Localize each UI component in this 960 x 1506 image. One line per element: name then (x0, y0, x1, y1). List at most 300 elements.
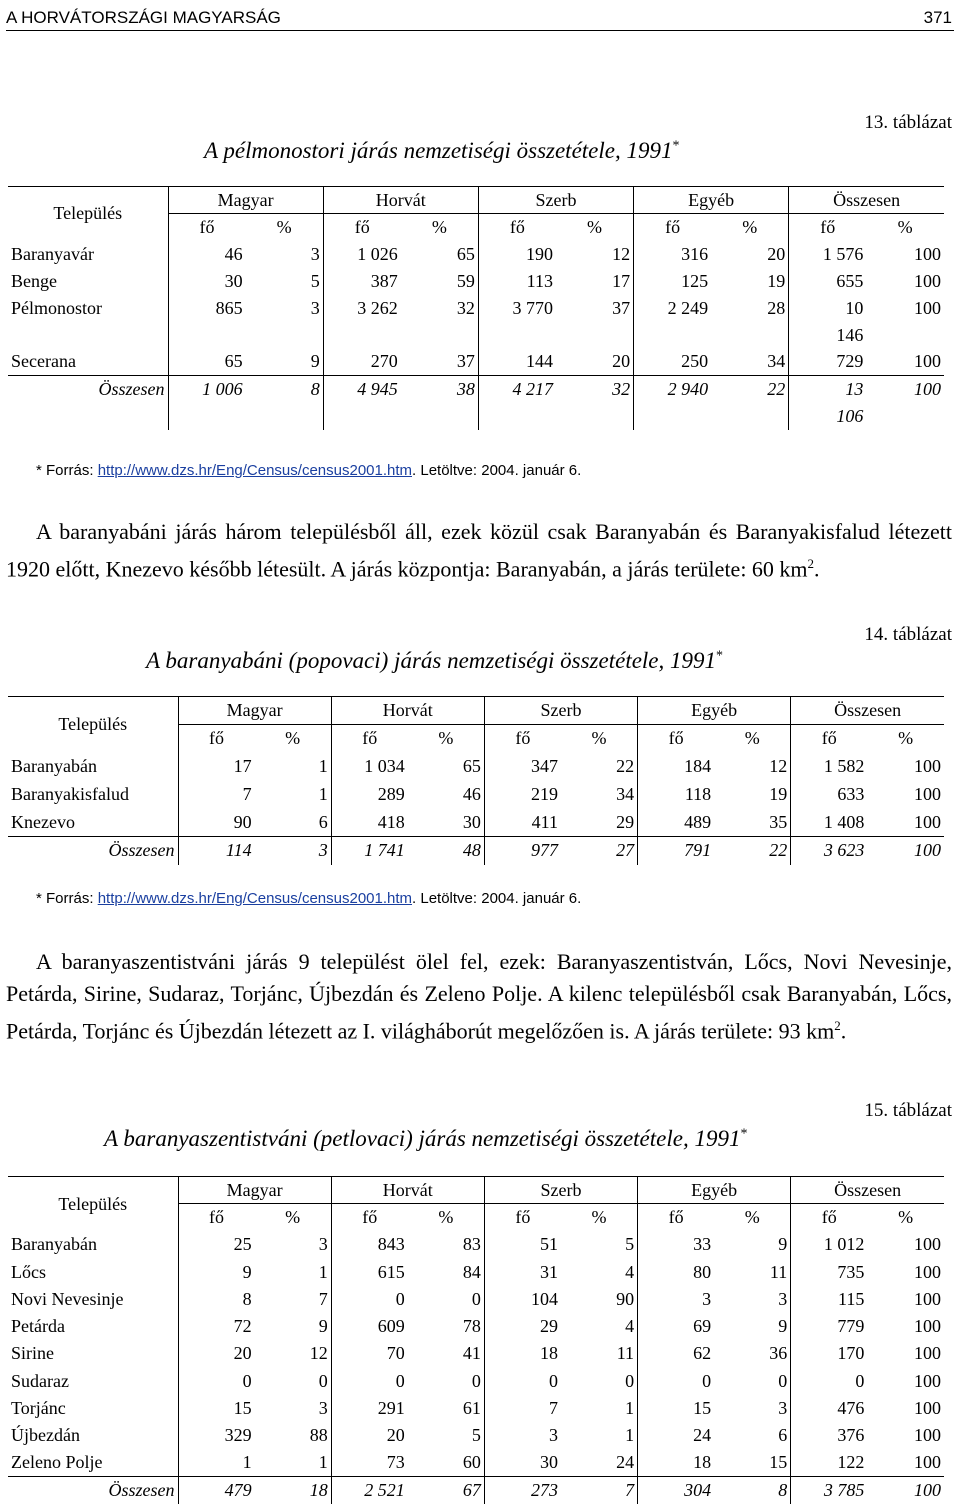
table-cell: 3 770 (512, 297, 553, 318)
table-cell: 3 (548, 1425, 558, 1446)
wrapped-total-row (8, 403, 944, 430)
table-row (8, 295, 944, 322)
total-cell: 27 (561, 837, 638, 865)
column-header-group: Szerb (484, 1177, 637, 1204)
column-header-group: Horvát (331, 1177, 484, 1204)
superscript: 2 (834, 1018, 841, 1033)
empty-cell (634, 403, 712, 430)
table-cell: 69 (693, 1316, 712, 1337)
column-header-pct: % (714, 1204, 791, 1231)
table-cell: 0 (561, 1368, 638, 1395)
total-cell: 100 (867, 837, 944, 865)
table-cell: 19 (714, 781, 791, 809)
total-cell: 18 (255, 1477, 332, 1504)
column-header-pct: % (255, 725, 332, 753)
table-cell: 5 (246, 268, 324, 295)
table-cell: 609 (377, 1316, 405, 1337)
table-cell: 184 (684, 756, 712, 776)
table-cell: 0 (395, 1288, 405, 1309)
table-cell: 24 (561, 1449, 638, 1476)
table-cell: 9 (714, 1313, 791, 1340)
table-cell: 25 (233, 1234, 252, 1255)
table-row (8, 241, 944, 268)
table-cell: 865 (215, 297, 243, 318)
table-cell: 729 (836, 351, 864, 372)
table-cell: 100 (914, 1261, 941, 1282)
settlement-name: Baranyakisfalud (8, 781, 178, 809)
table-cell: 51 (539, 1234, 558, 1255)
table-cell: 34 (711, 349, 789, 376)
table-cell: 34 (561, 781, 638, 809)
table-cell: 65 (408, 753, 485, 781)
table-row (8, 268, 944, 295)
total-row (8, 1477, 944, 1504)
table-cell: 11 (561, 1340, 638, 1367)
total-cell: 100 (867, 1477, 944, 1504)
table-cell: 100 (914, 756, 941, 776)
total-cell: 2 940 (634, 376, 712, 403)
table-cell: 1 408 (823, 811, 865, 832)
table-cell: 3 (714, 1395, 791, 1422)
settlement-name: Baranyabán (8, 753, 178, 781)
table-cell: 270 (370, 351, 398, 372)
table-cell: 37 (401, 349, 479, 376)
table-cell: 19 (711, 268, 789, 295)
table-cell: 100 (914, 811, 941, 832)
table-cell: 17 (556, 268, 634, 295)
table-cell: 84 (408, 1258, 485, 1285)
table-cell: 6 (255, 809, 332, 837)
settlement-name: Novi Nevesinje (8, 1286, 178, 1313)
wrapped-total-value: 146 (836, 324, 864, 345)
source-suffix: . Letöltve: 2004. január 6. (412, 890, 582, 907)
table-cell: 46 (224, 243, 243, 264)
column-header-group: Magyar (168, 187, 323, 214)
total-cell: 48 (408, 837, 485, 865)
table-cell: 1 026 (357, 243, 398, 264)
settlement-name: Knezevo (8, 809, 178, 837)
page-number: 371 (923, 8, 952, 27)
total-cell: 100 (866, 376, 944, 403)
total-cell: 8 (714, 1477, 791, 1504)
total-cell: 304 (638, 1477, 715, 1504)
empty-cell (168, 322, 246, 349)
table-cell: 18 (539, 1343, 558, 1364)
column-header-pct: % (401, 214, 479, 241)
table-13 (8, 186, 944, 430)
table-cell: 90 (233, 811, 252, 832)
table-row (8, 1313, 944, 1340)
empty-cell (168, 403, 246, 430)
table-cell: 100 (914, 1343, 941, 1364)
table-cell: 115 (838, 1288, 865, 1309)
total-cell: 22 (714, 837, 791, 865)
table-cell: 411 (531, 811, 558, 832)
table-row (8, 1258, 944, 1285)
settlement-name: Sudaraz (8, 1368, 178, 1395)
column-header-pct: % (714, 725, 791, 753)
table-cell: 70 (386, 1343, 405, 1364)
empty-cell (246, 322, 324, 349)
table-cell: 33 (693, 1234, 712, 1255)
table-cell: 12 (714, 753, 791, 781)
wrapped-value-row (8, 322, 944, 349)
table-cell: 62 (693, 1343, 712, 1364)
column-header-fo: fő (820, 216, 836, 237)
total-row (8, 376, 944, 403)
table-cell: 376 (837, 1425, 865, 1446)
table-row (8, 1422, 944, 1449)
table-cell: 1 012 (823, 1234, 865, 1255)
table-cell: 1 (255, 1449, 332, 1476)
table-cell: 1 (255, 1258, 332, 1285)
table-cell: 78 (408, 1313, 485, 1340)
empty-cell (401, 322, 479, 349)
table-13-title-text: A pélmonostori járás nemzetiségi összetétele, 1991 (204, 138, 673, 163)
column-header-group: Egyéb (634, 187, 789, 214)
total-label: Összesen (8, 376, 168, 403)
empty-cell (556, 403, 634, 430)
empty-cell (8, 403, 168, 430)
paragraph-baranyabani-text: A baranyabáni járás három településből áll, ezek közül csak Baranyabán és Baranyakisfalud létezett 1920 előtt, Knezevo később létesült. A járás központja: Baranyabán, a járás területe: 60 km (6, 519, 952, 582)
table-cell: 0 (714, 1368, 791, 1395)
table-cell: 3 (255, 1231, 332, 1258)
table-cell: 100 (914, 1425, 941, 1446)
table-row (8, 1395, 944, 1422)
table-cell: 7 (255, 1286, 332, 1313)
column-header-fo: fő (668, 728, 684, 749)
table-cell: 100 (914, 1398, 941, 1419)
table-cell: 1 (561, 1395, 638, 1422)
table-cell: 73 (386, 1452, 405, 1473)
column-header-fo: fő (362, 1207, 378, 1228)
table-cell: 41 (408, 1340, 485, 1367)
table-cell: 9 (714, 1231, 791, 1258)
column-header-pct: % (556, 214, 634, 241)
table-cell: 1 582 (823, 756, 865, 776)
total-cell: 32 (556, 376, 634, 403)
table-row (8, 753, 944, 781)
table-cell: 15 (714, 1449, 791, 1476)
table-cell: 2 249 (667, 297, 709, 318)
table-cell: 30 (408, 809, 485, 837)
table-cell: 100 (914, 270, 941, 291)
table-cell: 28 (711, 295, 789, 322)
table-cell: 35 (714, 809, 791, 837)
table-cell: 29 (539, 1316, 558, 1337)
table-cell: 387 (370, 270, 398, 291)
table-cell: 31 (539, 1261, 558, 1282)
total-cell: 977 (484, 837, 561, 865)
superscript: 2 (807, 556, 815, 571)
column-header-pct: % (561, 1204, 638, 1231)
empty-cell (711, 322, 789, 349)
table-cell: 11 (714, 1258, 791, 1285)
empty-cell (246, 403, 324, 430)
table-14-title-text: A baranyabáni (popovaci) járás nemzetiségi összetétele, 1991 (146, 648, 717, 673)
table-cell: 125 (681, 270, 709, 291)
table-cell: 100 (914, 297, 941, 318)
empty-cell (8, 322, 168, 349)
table-14 (8, 696, 944, 865)
table-cell: 3 (714, 1286, 791, 1313)
table-cell: 0 (855, 1370, 865, 1391)
table-cell: 0 (242, 1370, 252, 1391)
table-cell: 3 (702, 1288, 712, 1309)
source-link[interactable]: http://www.dzs.hr/Eng/Census/census2001.htm (97, 890, 413, 907)
table-cell: 17 (233, 756, 252, 776)
table-cell: 12 (255, 1340, 332, 1367)
table-cell: 100 (914, 1370, 941, 1391)
paragraph-baranyaszentistvani-text: A baranyaszentistváni járás 9 települést ölel fel, ezek: Baranyaszentistván, Lőcs, Novi Nevesinje, Petárda, Sirine, Sudaraz, Torjánc, Újbezdán és Zeleno Polje. A kilenc településből csak Baranyabán, Lőcs, Petárda, Torjánc és Újbezdán létezett az I. világháborút megelőzően is. A járás területe: 93 km (6, 949, 952, 1044)
table-15-title-text: A baranyaszentistváni (petlovaci) járás nemzetiségi összetétele, 1991 (104, 1126, 741, 1151)
total-row (8, 837, 944, 865)
table-cell: 1 034 (364, 756, 405, 776)
empty-cell (478, 403, 556, 430)
empty-cell (866, 403, 944, 430)
column-header-group: Horvát (323, 187, 478, 214)
table-cell: 347 (530, 756, 558, 776)
table-cell: 7 (548, 1398, 558, 1419)
table-cell: 30 (539, 1452, 558, 1473)
table-cell: 37 (556, 295, 634, 322)
total-cell: 67 (408, 1477, 485, 1504)
table-row (8, 349, 944, 376)
table-cell: 3 262 (357, 297, 398, 318)
table-row (8, 1340, 944, 1367)
table-cell: 476 (837, 1398, 865, 1419)
table-cell: 633 (837, 784, 865, 804)
wrapped-total-value: 106 (836, 405, 864, 426)
column-header-fo: fő (354, 216, 370, 237)
table-14-label: 14. táblázat (864, 624, 952, 645)
table-cell: 9 (255, 1313, 332, 1340)
table-cell: 4 (561, 1258, 638, 1285)
total-cell: 3 785 (791, 1477, 868, 1504)
total-cell: 114 (178, 837, 255, 865)
table-cell: 20 (556, 349, 634, 376)
table-15 (8, 1176, 944, 1504)
table-cell: 15 (233, 1398, 252, 1419)
table-cell: 90 (561, 1286, 638, 1313)
column-header-fo: fő (199, 216, 215, 237)
table-cell: 0 (408, 1368, 485, 1395)
table-15-label: 15. táblázat (864, 1100, 952, 1121)
table-cell: 735 (837, 1261, 865, 1282)
column-header-fo: fő (821, 728, 837, 749)
table-cell: 12 (556, 241, 634, 268)
table-cell: 0 (548, 1370, 558, 1391)
table-cell: 100 (914, 1452, 941, 1473)
column-header-fo: fő (821, 1207, 837, 1228)
header-row (8, 697, 944, 725)
table-cell: 3 (255, 1395, 332, 1422)
table-cell: 20 (711, 241, 789, 268)
empty-cell (866, 322, 944, 349)
total-cell: 3 (255, 837, 332, 865)
source-prefix: * Forrás: (36, 890, 98, 907)
column-header-pct: % (561, 725, 638, 753)
settlement-name: Baranyavár (8, 241, 168, 268)
column-header-pct: % (711, 214, 789, 241)
table-cell: 843 (377, 1234, 405, 1255)
table-cell: 3 (246, 295, 324, 322)
table-cell: 219 (530, 784, 558, 804)
table-cell: 100 (914, 784, 941, 804)
column-header-group: Összesen (791, 697, 944, 725)
total-cell: 273 (484, 1477, 561, 1504)
column-header-pct: % (898, 728, 914, 749)
table-cell: 655 (836, 270, 864, 291)
table-row (8, 781, 944, 809)
table-cell: 10 (845, 297, 864, 318)
table-cell: 8 (242, 1288, 252, 1309)
table-cell: 113 (526, 270, 553, 291)
settlement-name: Sirine (8, 1340, 178, 1367)
total-cell: 1 741 (331, 837, 408, 865)
table-cell: 100 (914, 243, 941, 264)
total-cell: 7 (561, 1477, 638, 1504)
empty-cell (634, 322, 712, 349)
table-cell: 36 (714, 1340, 791, 1367)
table-cell: 1 (255, 753, 332, 781)
table-cell: 418 (377, 811, 405, 832)
total-cell: 479 (178, 1477, 255, 1504)
table-cell: 170 (837, 1343, 865, 1364)
column-header-group: Egyéb (638, 1177, 791, 1204)
column-header-pct: % (246, 214, 324, 241)
table-cell: 60 (408, 1449, 485, 1476)
table-15-footnote-mark: * (740, 1126, 748, 1142)
table-cell: 489 (684, 811, 712, 832)
table-row (8, 809, 944, 837)
column-header-pct: % (897, 216, 913, 237)
table-cell: 104 (530, 1288, 558, 1309)
table-cell: 22 (561, 753, 638, 781)
total-cell: 3 623 (791, 837, 868, 865)
table-14-title (146, 648, 723, 674)
empty-cell (323, 322, 401, 349)
table-cell: 1 (242, 1452, 252, 1473)
table-cell: 88 (255, 1422, 332, 1449)
table-cell: 0 (255, 1368, 332, 1395)
column-header-group: Szerb (484, 697, 637, 725)
table-13-source (36, 462, 581, 479)
table-cell: 80 (693, 1261, 712, 1282)
total-cell: 38 (401, 376, 479, 403)
table-cell: 9 (242, 1261, 252, 1282)
total-cell: 1 006 (168, 376, 246, 403)
table-cell: 100 (914, 1288, 941, 1309)
empty-cell (556, 322, 634, 349)
table-cell: 250 (681, 351, 709, 372)
column-header-pct: % (255, 1204, 332, 1231)
total-cell: 4 217 (478, 376, 556, 403)
column-header-pct: % (408, 725, 485, 753)
column-header-settlement: Település (8, 187, 168, 241)
running-head-title: A HORVÁTORSZÁGI MAGYARSÁG (6, 8, 281, 27)
table-14-source (36, 890, 581, 907)
column-header-fo: fő (509, 216, 525, 237)
total-cell: 791 (638, 837, 715, 865)
table-cell: 122 (837, 1452, 865, 1473)
source-prefix: * Forrás: (36, 462, 98, 479)
table-row (8, 1286, 944, 1313)
empty-cell (478, 322, 556, 349)
total-label: Összesen (8, 1477, 178, 1504)
paragraph-baranyabani (6, 516, 952, 585)
table-cell: 72 (233, 1316, 252, 1337)
table-cell: 7 (242, 784, 252, 804)
table-cell: 29 (561, 809, 638, 837)
table-cell: 100 (914, 351, 941, 372)
column-header-settlement: Település (8, 1177, 178, 1232)
table-cell: 144 (525, 351, 553, 372)
table-row (8, 1449, 944, 1476)
settlement-name: Zeleno Polje (8, 1449, 178, 1476)
source-link[interactable]: http://www.dzs.hr/Eng/Census/census2001.htm (97, 462, 413, 479)
total-cell: 8 (246, 376, 324, 403)
table-cell: 24 (693, 1425, 712, 1446)
table-13-label: 13. táblázat (864, 112, 952, 133)
header-row (8, 187, 944, 214)
column-header-fo: fő (209, 1207, 225, 1228)
table-cell: 1 576 (822, 243, 864, 264)
running-head (6, 6, 954, 31)
settlement-name: Torjánc (8, 1395, 178, 1422)
table-cell: 289 (377, 784, 405, 804)
table-cell: 0 (395, 1370, 405, 1391)
column-header-group: Magyar (178, 1177, 331, 1204)
column-header-group: Összesen (789, 187, 944, 214)
table-cell: 83 (408, 1231, 485, 1258)
column-header-pct: % (408, 1204, 485, 1231)
column-header-fo: fő (668, 1207, 684, 1228)
column-header-pct: % (898, 1207, 914, 1228)
table-cell: 18 (693, 1452, 712, 1473)
settlement-name: Secerana (8, 349, 168, 376)
table-cell: 779 (837, 1316, 865, 1337)
total-cell: 2 521 (331, 1477, 408, 1504)
period: . (814, 556, 820, 582)
table-cell: 0 (702, 1370, 712, 1391)
column-header-group: Horvát (331, 697, 484, 725)
total-label: Összesen (8, 837, 178, 865)
header-row (8, 1177, 944, 1204)
column-header-fo: fő (362, 728, 378, 749)
table-cell: 30 (224, 270, 243, 291)
table-cell: 3 (246, 241, 324, 268)
paragraph-baranyaszentistvani (6, 946, 952, 1047)
table-row (8, 1231, 944, 1258)
column-header-fo: fő (515, 1207, 531, 1228)
settlement-name: Benge (8, 268, 168, 295)
column-header-settlement: Település (8, 697, 178, 753)
column-header-fo: fő (209, 728, 225, 749)
table-cell: 65 (224, 351, 243, 372)
table-cell: 59 (401, 268, 479, 295)
column-header-group: Egyéb (638, 697, 791, 725)
table-cell: 9 (246, 349, 324, 376)
table-cell: 65 (401, 241, 479, 268)
table-row (8, 1368, 944, 1395)
table-cell: 6 (714, 1422, 791, 1449)
total-cell: 13 (789, 376, 867, 403)
table-cell: 316 (681, 243, 709, 264)
table-cell: 5 (561, 1231, 638, 1258)
table-cell: 20 (233, 1343, 252, 1364)
source-suffix: . Letöltve: 2004. január 6. (412, 462, 582, 479)
